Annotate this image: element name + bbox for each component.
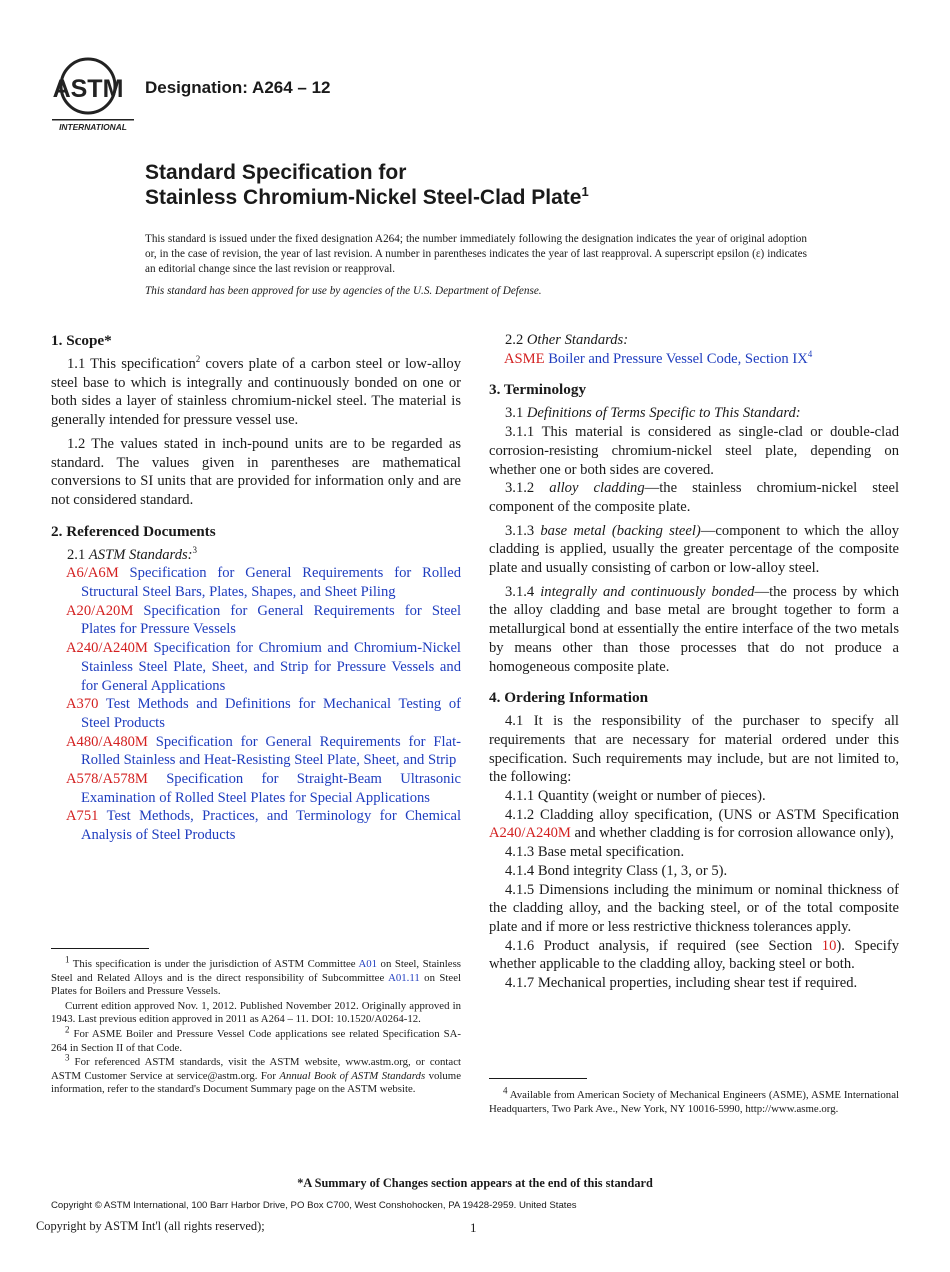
- reference-code[interactable]: A751: [66, 808, 99, 825]
- reference-item[interactable]: [51, 564, 461, 601]
- order-4-1-6: 4.1.6 Product analysis, if required (see Section 10). Specify whether applicable to the cladding alloy, backing steel or both.: [489, 937, 899, 973]
- footnotes-left: [51, 954, 461, 1098]
- left-column: [51, 331, 461, 845]
- ordering-heading: 4. Ordering Information: [489, 689, 649, 707]
- order-4-1-2: 4.1.2 Cladding alloy specification, (UNS or ASTM Specification A240/A240M and whether cladding is for corrosion allowance only),: [489, 806, 899, 842]
- footnotes-right: [489, 1085, 899, 1117]
- astm-standards-label: 2.1 ASTM Standards:$^3$: [67, 544, 198, 563]
- title-line-2: Stainless Chromium-Nickel Steel-Clad Plate$^1$: [145, 184, 589, 209]
- refdocs-heading: 2. Referenced Documents: [51, 522, 216, 540]
- scope-heading: 1. Scope*: [51, 332, 112, 349]
- reference-item[interactable]: [51, 602, 461, 639]
- reference-item[interactable]: [51, 733, 461, 770]
- title-footnote-ref[interactable]: 1: [581, 184, 589, 199]
- reference-list: [51, 564, 461, 845]
- scope-1-2: 1.2 The values stated in inch-pound units are to be regarded as standard. The values given in parentheses are mathematical conversions to SI units that are provided for information only and are not considered standard.: [51, 435, 461, 508]
- reference-title[interactable]: Specification for General Requirements for Steel Plates for Pressure Vessels: [81, 602, 461, 638]
- logo-mark-text: ASTM: [52, 75, 124, 103]
- order-4-1-3: 4.1.3 Base metal specification.: [505, 844, 685, 861]
- designation: Designation: A264 – 12: [145, 78, 331, 97]
- reference-item[interactable]: [51, 770, 461, 807]
- order-4-1-7: 4.1.7 Mechanical properties, including shear test if required.: [505, 975, 858, 992]
- page-title: [145, 160, 589, 210]
- term-3-1-4: 3.1.4 integrally and continuously bonded—the process by which the alloy cladding and base metal are brought together to form a metallurgical bond at essentially the entire interface of the two metals by means other than those processes that do not produce a homogeneous composite plate.: [489, 583, 899, 675]
- reference-title[interactable]: Specification for General Requirements for Flat-Rolled Stainless and Heat-Resisting Steel Plate, Sheet, and Strip: [81, 733, 461, 769]
- order-4-1-1: 4.1.1 Quantity (weight or number of pieces).: [505, 788, 766, 805]
- title-line-1: Standard Specification for: [145, 161, 407, 184]
- reference-code[interactable]: A370: [66, 696, 99, 713]
- link-a240[interactable]: A240/A240M: [489, 825, 571, 842]
- reference-title[interactable]: Test Methods, Practices, and Terminology for Chemical Analysis of Steel Products: [81, 808, 461, 844]
- page-number: 1: [470, 1220, 477, 1235]
- term-3-1-1: 3.1.1 This material is considered as single-clad or double-clad corrosion-resisting chromium-nickel steel plate, depending on whether one or both sides are covered.: [489, 424, 899, 478]
- issue-note: This standard is issued under the fixed designation A264; the number immediately following the designation indicates the year of original adoption or, in the case of revision, the year of last revision. A number in parentheses indicates the year of last reapproval. A superscript epsilon (ε) indicates an editorial change since the last revision or reapproval.: [145, 233, 807, 275]
- dod-note: This standard has been approved for use by agencies of the U.S. Department of Defense.: [145, 285, 542, 297]
- order-4-1-5: 4.1.5 Dimensions including the minimum or nominal thickness of the cladding alloy, and the backing steel, or of the total composite plate and if more or less restrictive thickness tolerances apply.: [489, 881, 899, 935]
- copyright-line: Copyright © ASTM International, 100 Barr Harbor Drive, PO Box C700, West Conshohocken, PA 19428-2959. United States: [51, 1200, 577, 1211]
- footnote-4: $^4$ Available from American Society of Mechanical Engineers (ASME), ASME International Headquarters, Two Park Ave., New York, NY 10016-5990, http://www.asme.org.: [489, 1085, 899, 1115]
- footnote-ref-2[interactable]: 2: [195, 354, 201, 365]
- reference-item[interactable]: [51, 807, 461, 844]
- link-a01[interactable]: A01: [358, 958, 378, 970]
- link-a01-11[interactable]: A01.11: [388, 971, 420, 984]
- term-3-1: 3.1 Definitions of Terms Specific to This Standard:: [505, 405, 801, 422]
- reference-title[interactable]: Specification for Straight-Beam Ultrasonic Examination of Rolled Steel Plates for Special Applications: [81, 771, 461, 806]
- terminology-heading: 3. Terminology: [489, 381, 587, 399]
- reference-title[interactable]: Test Methods and Definitions for Mechanical Testing of Steel Products: [81, 696, 461, 731]
- reference-title[interactable]: Specification for Chromium and Chromium-Nickel Stainless Steel Plate, Sheet, and Strip for Pressure Vessels and for General Applications: [81, 640, 461, 694]
- reference-item-asme[interactable]: ASME Boiler and Pressure Vessel Code, Section $IX^4$: [504, 348, 813, 367]
- copyright-by-line: Copyright by ASTM Int'l (all rights reserved);: [36, 1219, 265, 1233]
- reference-code[interactable]: A578/A578M: [66, 771, 148, 788]
- footnote-ref-4[interactable]: 4: [807, 348, 813, 359]
- reference-item[interactable]: [51, 639, 461, 695]
- order-4-1: 4.1 It is the responsibility of the purchaser to specify all requirements that are necessary for material ordered under this specification. Such requirements may include, but are not limited to, the following:: [489, 713, 899, 786]
- reference-code[interactable]: A240/A240M: [66, 640, 148, 657]
- footnote-1-edition: Current edition approved Nov. 1, 2012. Published November 2012. Originally approved in 1943. Last previous edition approved in 2011 as A264 – 11. DOI: 10.1520/A0264-12.: [51, 999, 461, 1026]
- other-standards-label: 2.2 Other Standards:: [505, 332, 629, 348]
- reference-code-asme[interactable]: ASME: [504, 350, 545, 367]
- order-4-1-4: 4.1.4 Bond integrity Class (1, 3, or 5).: [505, 862, 728, 879]
- summary-of-changes-note: *A Summary of Changes section appears at the end of this standard: [297, 1176, 653, 1190]
- reference-code[interactable]: A6/A6M: [66, 565, 119, 582]
- reference-item[interactable]: [51, 695, 461, 732]
- footnote-divider-left: [51, 948, 149, 949]
- reference-code[interactable]: A20/A20M: [66, 602, 134, 619]
- footnote-2: $^2$ For ASME Boiler and Pressure Vessel Code applications see related Specification SA-264 in Section II of that Code.: [51, 1024, 461, 1054]
- footnote-divider-right: [489, 1078, 587, 1079]
- scope-1-1: 1.1 This specification$^2$ covers plate of a carbon steel or low-alloy steel base to which is integrally and continuously bonded on one or both sides a layer of stainless chromium-nickel steel. The material is generally intended for pressure vessel use.: [51, 354, 461, 429]
- logo-subtext: INTERNATIONAL: [59, 122, 127, 132]
- reference-code[interactable]: A480/A480M: [66, 733, 148, 750]
- link-section-10[interactable]: 10: [821, 937, 837, 954]
- footnote-ref-3[interactable]: 3: [192, 544, 198, 555]
- footnote-1: $^1$ This specification is under the jurisdiction of ASTM Committee A01 on Steel, Stainless Steel and Related Alloys and is the direct responsibility of Subcommittee A01.11 on Steel Plates for Boilers and Pressure Vessels.: [51, 954, 461, 998]
- astm-logo: [52, 56, 136, 134]
- term-3-1-3: 3.1.3 base metal (backing steel)—component to which the alloy cladding is applied, usually the greater percentage of the composite plate and usually consisting of carbon or low-alloy steel.: [489, 522, 899, 577]
- right-column: [489, 331, 899, 993]
- footnote-3: $^3$ For referenced ASTM standards, visit the ASTM website, www.astm.org, or contact ASTM Customer Service at service@astm.org. For Annual Book of ASTM Standards volume information, refer to the standard's Document Summary page on the ASTM website.: [51, 1052, 461, 1096]
- term-3-1-2: 3.1.2 alloy cladding—the stainless chromium-nickel steel component of the composite plate.: [489, 480, 899, 515]
- reference-title[interactable]: Specification for General Requirements for Rolled Structural Steel Bars, Plates, Shapes, and Sheet Piling: [81, 565, 461, 601]
